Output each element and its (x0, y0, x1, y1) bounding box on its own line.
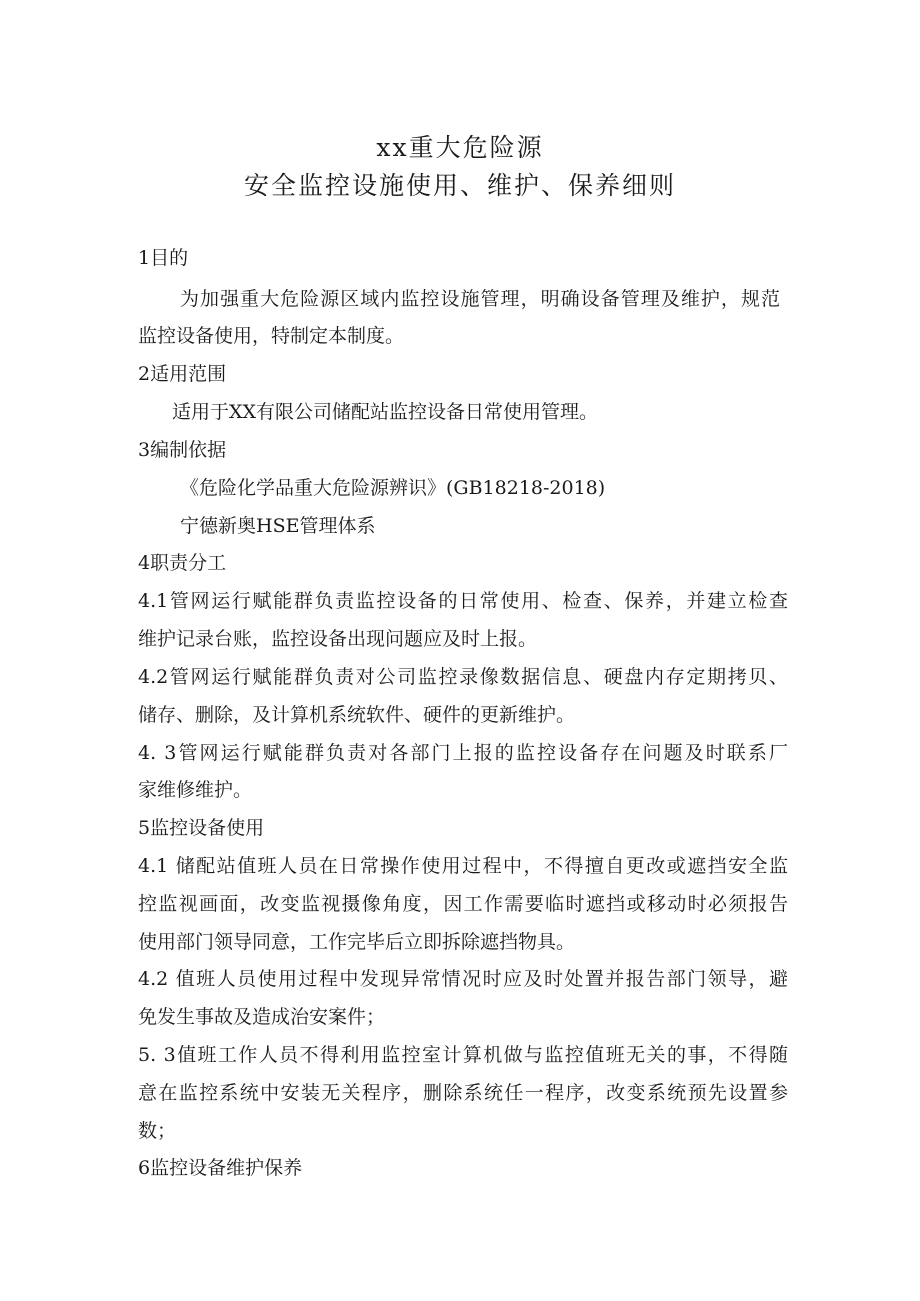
paragraph-line: 维护记录台账，监控设备出现问题应及时上报。 (138, 628, 538, 650)
section-heading-basis: 3编制依据 (138, 439, 227, 461)
paragraph-line: 免发生事故及造成治安案件； (138, 1006, 386, 1028)
section-heading-maintenance: 6监控设备维护保养 (138, 1157, 303, 1179)
paragraph-line: 4.1 储配站值班人员在日常操作使用过程中，不得擅自更改或遮挡安全监 (138, 855, 788, 877)
paragraph-line: 监控设备使用，特制定本制度。 (138, 325, 405, 347)
paragraph-line: 为加强重大危险源区域内监控设施管理，明确设备管理及维护，规范 (180, 288, 780, 310)
section-heading-usage: 5监控设备使用 (138, 817, 265, 839)
paragraph-line: 储存、删除，及计算机系统软件、硬件的更新维护。 (138, 704, 576, 726)
paragraph-line: 4.1管网运行赋能群负责监控设备的日常使用、检查、保养，并建立检查 (138, 590, 788, 612)
paragraph-line: 使用部门领导同意，工作完毕后立即拆除遮挡物具。 (138, 931, 576, 953)
paragraph-line: 5. 3值班工作人员不得利用监控室计算机做与监控值班无关的事，不得随 (138, 1044, 788, 1066)
paragraph-line: 家维修维护。 (138, 779, 253, 801)
section-heading-purpose: 1目的 (138, 247, 189, 269)
document-title-line1: xx重大危险源 (376, 133, 544, 162)
reference-item: 《危险化学品重大危险源辨识》(GB18218-2018) (180, 477, 606, 499)
document-title-line2: 安全监控设施使用、维护、保养细则 (243, 171, 676, 200)
paragraph-line: 适用于XX有限公司储配站监控设备日常使用管理。 (172, 401, 599, 423)
section-heading-responsibilities: 4职责分工 (138, 552, 227, 574)
reference-item: 宁德新奥HSE管理体系 (180, 515, 376, 537)
paragraph-line: 4. 3管网运行赋能群负责对各部门上报的监控设备存在问题及时联系厂 (138, 742, 788, 764)
paragraph-line: 控监视画面，改变监视摄像角度，因工作需要临时遮挡或移动时必须报告 (138, 893, 788, 915)
paragraph-line: 数； (138, 1120, 177, 1142)
section-heading-scope: 2适用范围 (138, 363, 227, 385)
paragraph-line: 4.2管网运行赋能群负责对公司监控录像数据信息、硬盘内存定期拷贝、 (138, 666, 788, 688)
paragraph-line: 4.2 值班人员使用过程中发现异常情况时应及时处置并报告部门领导，避 (138, 968, 788, 990)
paragraph-line: 意在监控系统中安装无关程序，删除系统任一程序，改变系统预先设置参 (138, 1082, 788, 1104)
